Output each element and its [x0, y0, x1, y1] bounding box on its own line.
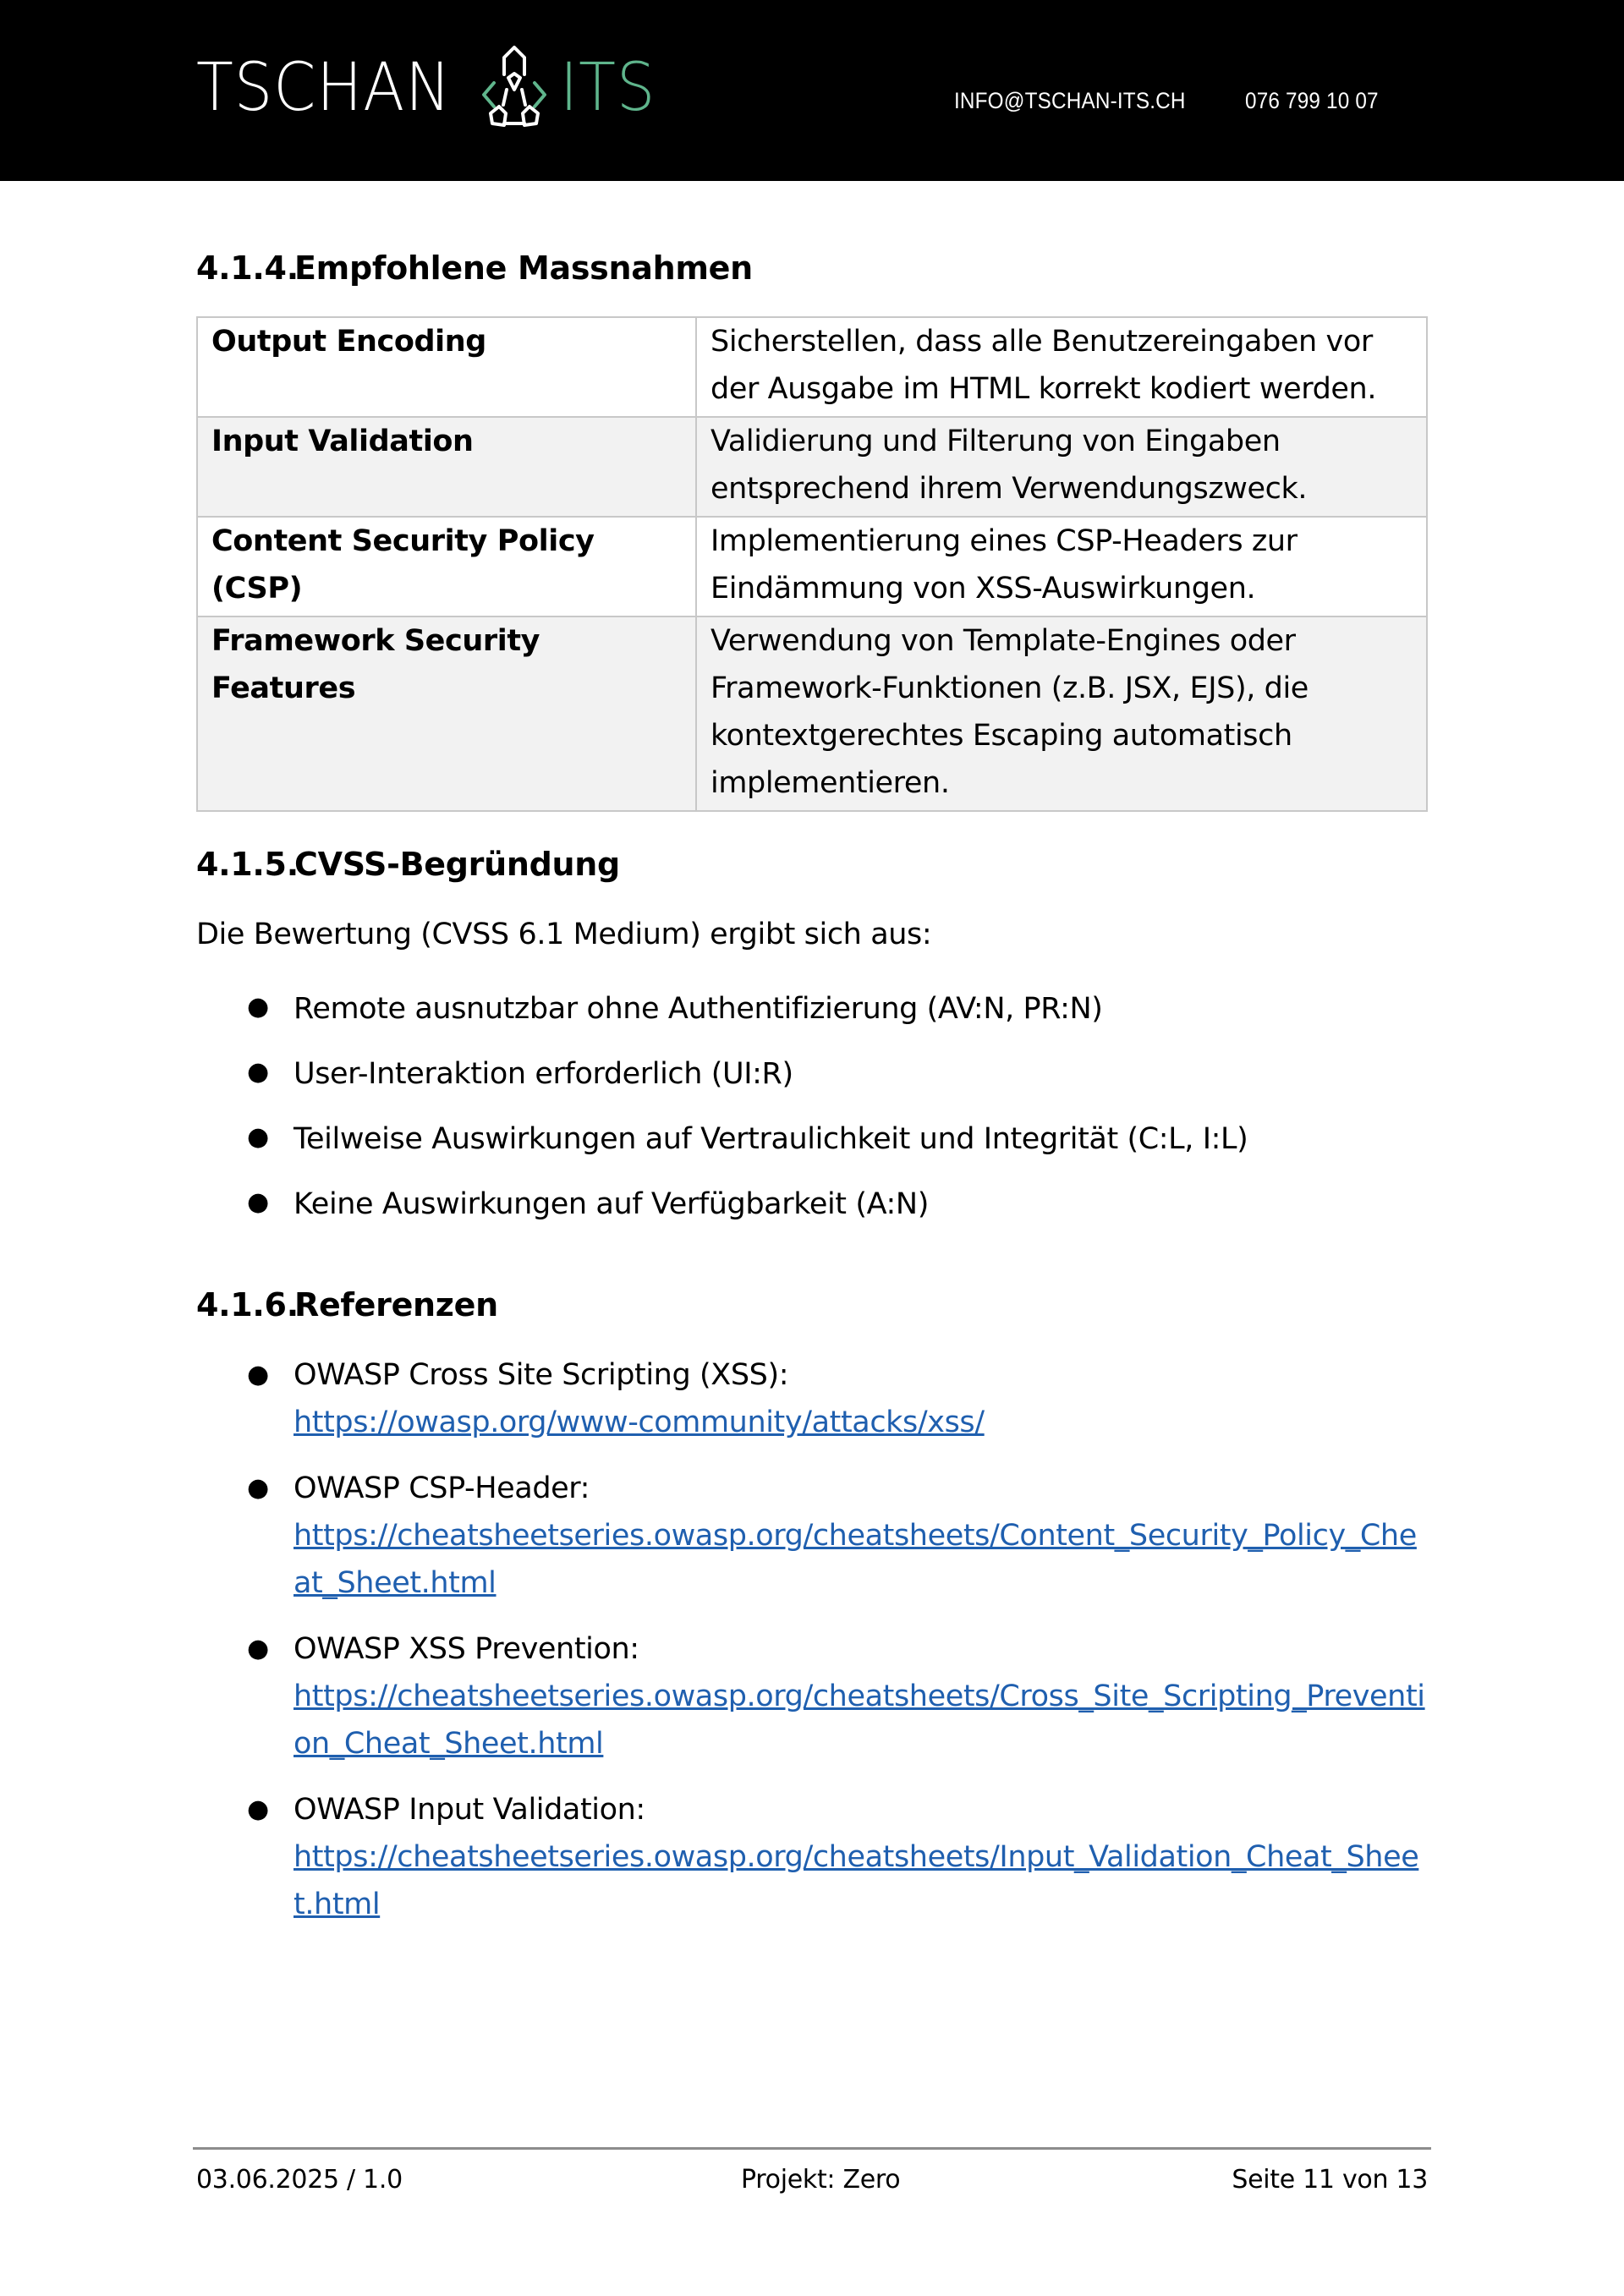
- penguin-mark-icon: [479, 46, 550, 130]
- reference-link[interactable]: https://cheatsheetseries.owasp.org/cheatsheets/Input_Validation_Cheat_Sheet.html: [294, 1840, 1419, 1921]
- reference-item: [196, 1625, 1428, 1767]
- table-row: [197, 317, 1427, 417]
- heading-cvss: [196, 846, 620, 883]
- reference-link[interactable]: https://cheatsheetseries.owasp.org/cheatsheets/Content_Security_Policy_Cheat_Sheet.html: [294, 1519, 1417, 1600]
- reference-item: [196, 1351, 1428, 1446]
- reference-label: OWASP Cross Site Scripting (XSS):: [294, 1358, 789, 1392]
- heading-number: 4.1.6.: [196, 1286, 299, 1323]
- measures-table: [196, 316, 1428, 812]
- list-item-text: User-Interaktion erforderlich (UI:R): [294, 1057, 793, 1091]
- list-item: [196, 1057, 1428, 1091]
- contact-phone-link[interactable]: 076 799 10 07: [1245, 88, 1379, 113]
- bullet-icon: ●: [247, 1795, 269, 1824]
- cvss-lead-text: Die Bewertung (CVSS 6.1 Medium) ergibt sich aus:: [196, 918, 932, 951]
- measure-description: Sicherstellen, dass alle Benutzereingaben vor der Ausgabe im HTML korrekt kodiert werden.: [696, 317, 1427, 417]
- table-row: [197, 417, 1427, 517]
- reference-link[interactable]: https://cheatsheetseries.owasp.org/cheatsheets/Cross_Site_Scripting_Prevention_Cheat_Sheet.html: [294, 1680, 1425, 1761]
- bullet-icon: ●: [247, 1122, 269, 1152]
- footer-divider: [193, 2147, 1431, 2150]
- page-header: [0, 0, 1624, 181]
- table-row: [197, 517, 1427, 616]
- heading-title: Referenzen: [294, 1286, 498, 1323]
- list-item-text: Teilweise Auswirkungen auf Vertraulichkeit und Integrität (C:L, I:L): [294, 1122, 1248, 1156]
- heading-title: CVSS-Begründung: [294, 846, 620, 883]
- measure-key: Output Encoding: [197, 317, 696, 417]
- measure-description: Validierung und Filterung von Eingaben entsprechend ihrem Verwendungszweck.: [696, 417, 1427, 517]
- bullet-icon: ●: [247, 1057, 269, 1087]
- heading-number: 4.1.5.: [196, 846, 299, 883]
- bullet-icon: ●: [247, 1187, 269, 1217]
- reference-label: OWASP CSP-Header:: [294, 1471, 590, 1505]
- reference-label: OWASP XSS Prevention:: [294, 1632, 639, 1666]
- list-item-text: Remote ausnutzbar ohne Authentifizierung (AV:N, PR:N): [294, 992, 1103, 1026]
- reference-link[interactable]: https://owasp.org/www-community/attacks/xss/: [294, 1406, 985, 1439]
- measure-description: Verwendung von Template-Engines oder Framework-Funktionen (z.B. JSX, EJS), die kontextgerechtes Escaping automatisch implementieren.: [696, 616, 1427, 811]
- measure-key: Input Validation: [197, 417, 696, 517]
- logo-text-tschan: TSCHAN: [196, 50, 452, 126]
- list-item: [196, 1187, 1428, 1221]
- footer-page-number: Seite 11 von 13: [1232, 2165, 1428, 2195]
- reference-label: OWASP Input Validation:: [294, 1793, 645, 1827]
- footer-date-version: 03.06.2025 / 1.0: [196, 2165, 403, 2195]
- heading-references: [196, 1286, 498, 1323]
- table-row: [197, 616, 1427, 811]
- heading-measures: [196, 249, 753, 287]
- heading-number: 4.1.4.: [196, 249, 299, 287]
- bullet-icon: ●: [247, 1473, 269, 1503]
- bullet-icon: ●: [247, 1634, 269, 1663]
- contact-email-link[interactable]: INFO@TSCHAN-ITS.CH: [954, 88, 1186, 113]
- measure-key: Framework Security Features: [197, 616, 696, 811]
- reference-item: [196, 1465, 1428, 1607]
- list-item: [196, 992, 1428, 1026]
- measure-key: Content Security Policy (CSP): [197, 517, 696, 616]
- list-item: [196, 1122, 1428, 1156]
- measure-description: Implementierung eines CSP-Headers zur Eindämmung von XSS-Auswirkungen.: [696, 517, 1427, 616]
- heading-title: Empfohlene Massnahmen: [294, 249, 753, 287]
- cvss-list: [196, 992, 1428, 1255]
- bullet-icon: ●: [247, 992, 269, 1022]
- references-list: [196, 1351, 1428, 1947]
- footer-project: Projekt: Zero: [741, 2165, 901, 2195]
- reference-item: [196, 1786, 1428, 1928]
- logo-text-its: ITS: [559, 50, 656, 126]
- bullet-icon: ●: [247, 1360, 269, 1389]
- list-item-text: Keine Auswirkungen auf Verfügbarkeit (A:N): [294, 1187, 929, 1221]
- company-logo: [196, 46, 664, 130]
